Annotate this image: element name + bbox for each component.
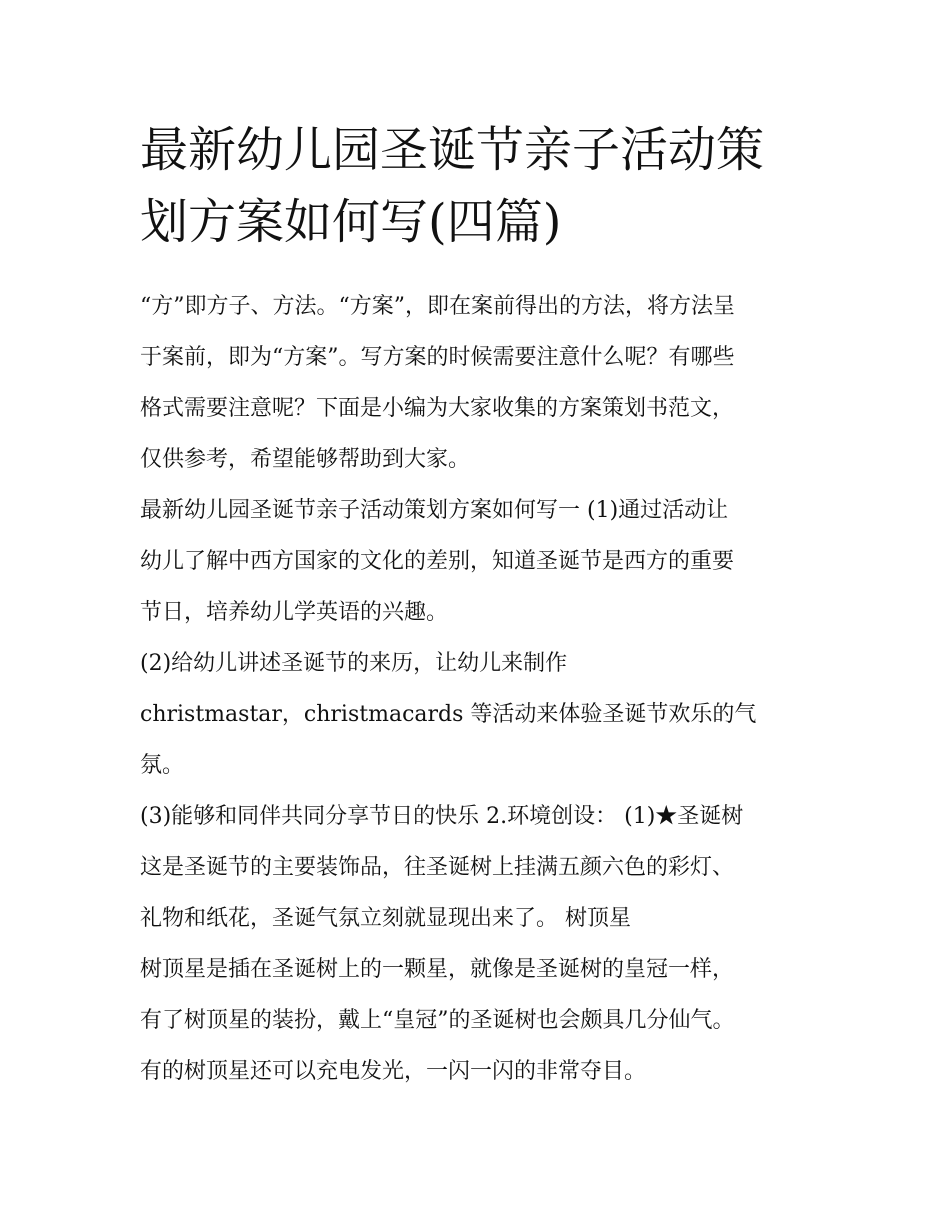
body-line: 有了树顶星的装扮，戴上“皇冠”的圣诞树也会颇具几分仙气。 [140, 1008, 735, 1033]
body-line: (2)给幼儿讲述圣诞节的来历，让幼儿来制作 [140, 651, 568, 676]
body-line: 于案前，即为“方案”。写方案的时候需要注意什么呢？有哪些 [140, 345, 735, 370]
body-line: 礼物和纸花，圣诞气氛立刻就显现出来了。 树顶星 [140, 906, 631, 931]
body-line: christmastar，christmacards 等活动来体验圣诞节欢乐的气 [140, 702, 757, 727]
body-line: 氛。 [140, 753, 185, 778]
body-line: “方”即方子、方法。“方案”，即在案前得出的方法，将方法呈 [140, 294, 735, 319]
body-line: 这是圣诞节的主要装饰品，往圣诞树上挂满五颜六色的彩灯、 [140, 855, 735, 880]
body-line: 树顶星是插在圣诞树上的一颗星，就像是圣诞树的皇冠一样， [140, 957, 735, 982]
body-line: 仅供参考，希望能够帮助到大家。 [140, 447, 471, 472]
body-line: 节日，培养幼儿学英语的兴趣。 [140, 600, 449, 625]
title-line-2: 划方案如何写(四篇) [140, 194, 562, 250]
body-line: 最新幼儿园圣诞节亲子活动策划方案如何写一 (1)通过活动让 [140, 498, 729, 523]
body-line: 格式需要注意呢？下面是小编为大家收集的方案策划书范文， [140, 396, 735, 421]
body-line: 幼儿了解中西方国家的文化的差别，知道圣诞节是西方的重要 [140, 549, 735, 574]
body-line: 有的树顶星还可以充电发光，一闪一闪的非常夺目。 [140, 1059, 647, 1084]
document-body [140, 281, 820, 1097]
title-line-1: 最新幼儿园圣诞节亲子活动策 [140, 122, 765, 178]
body-line: (3)能够和同伴共同分享节日的快乐 2.环境创设： (1)★圣诞树 [140, 804, 744, 829]
document-title [140, 114, 820, 258]
